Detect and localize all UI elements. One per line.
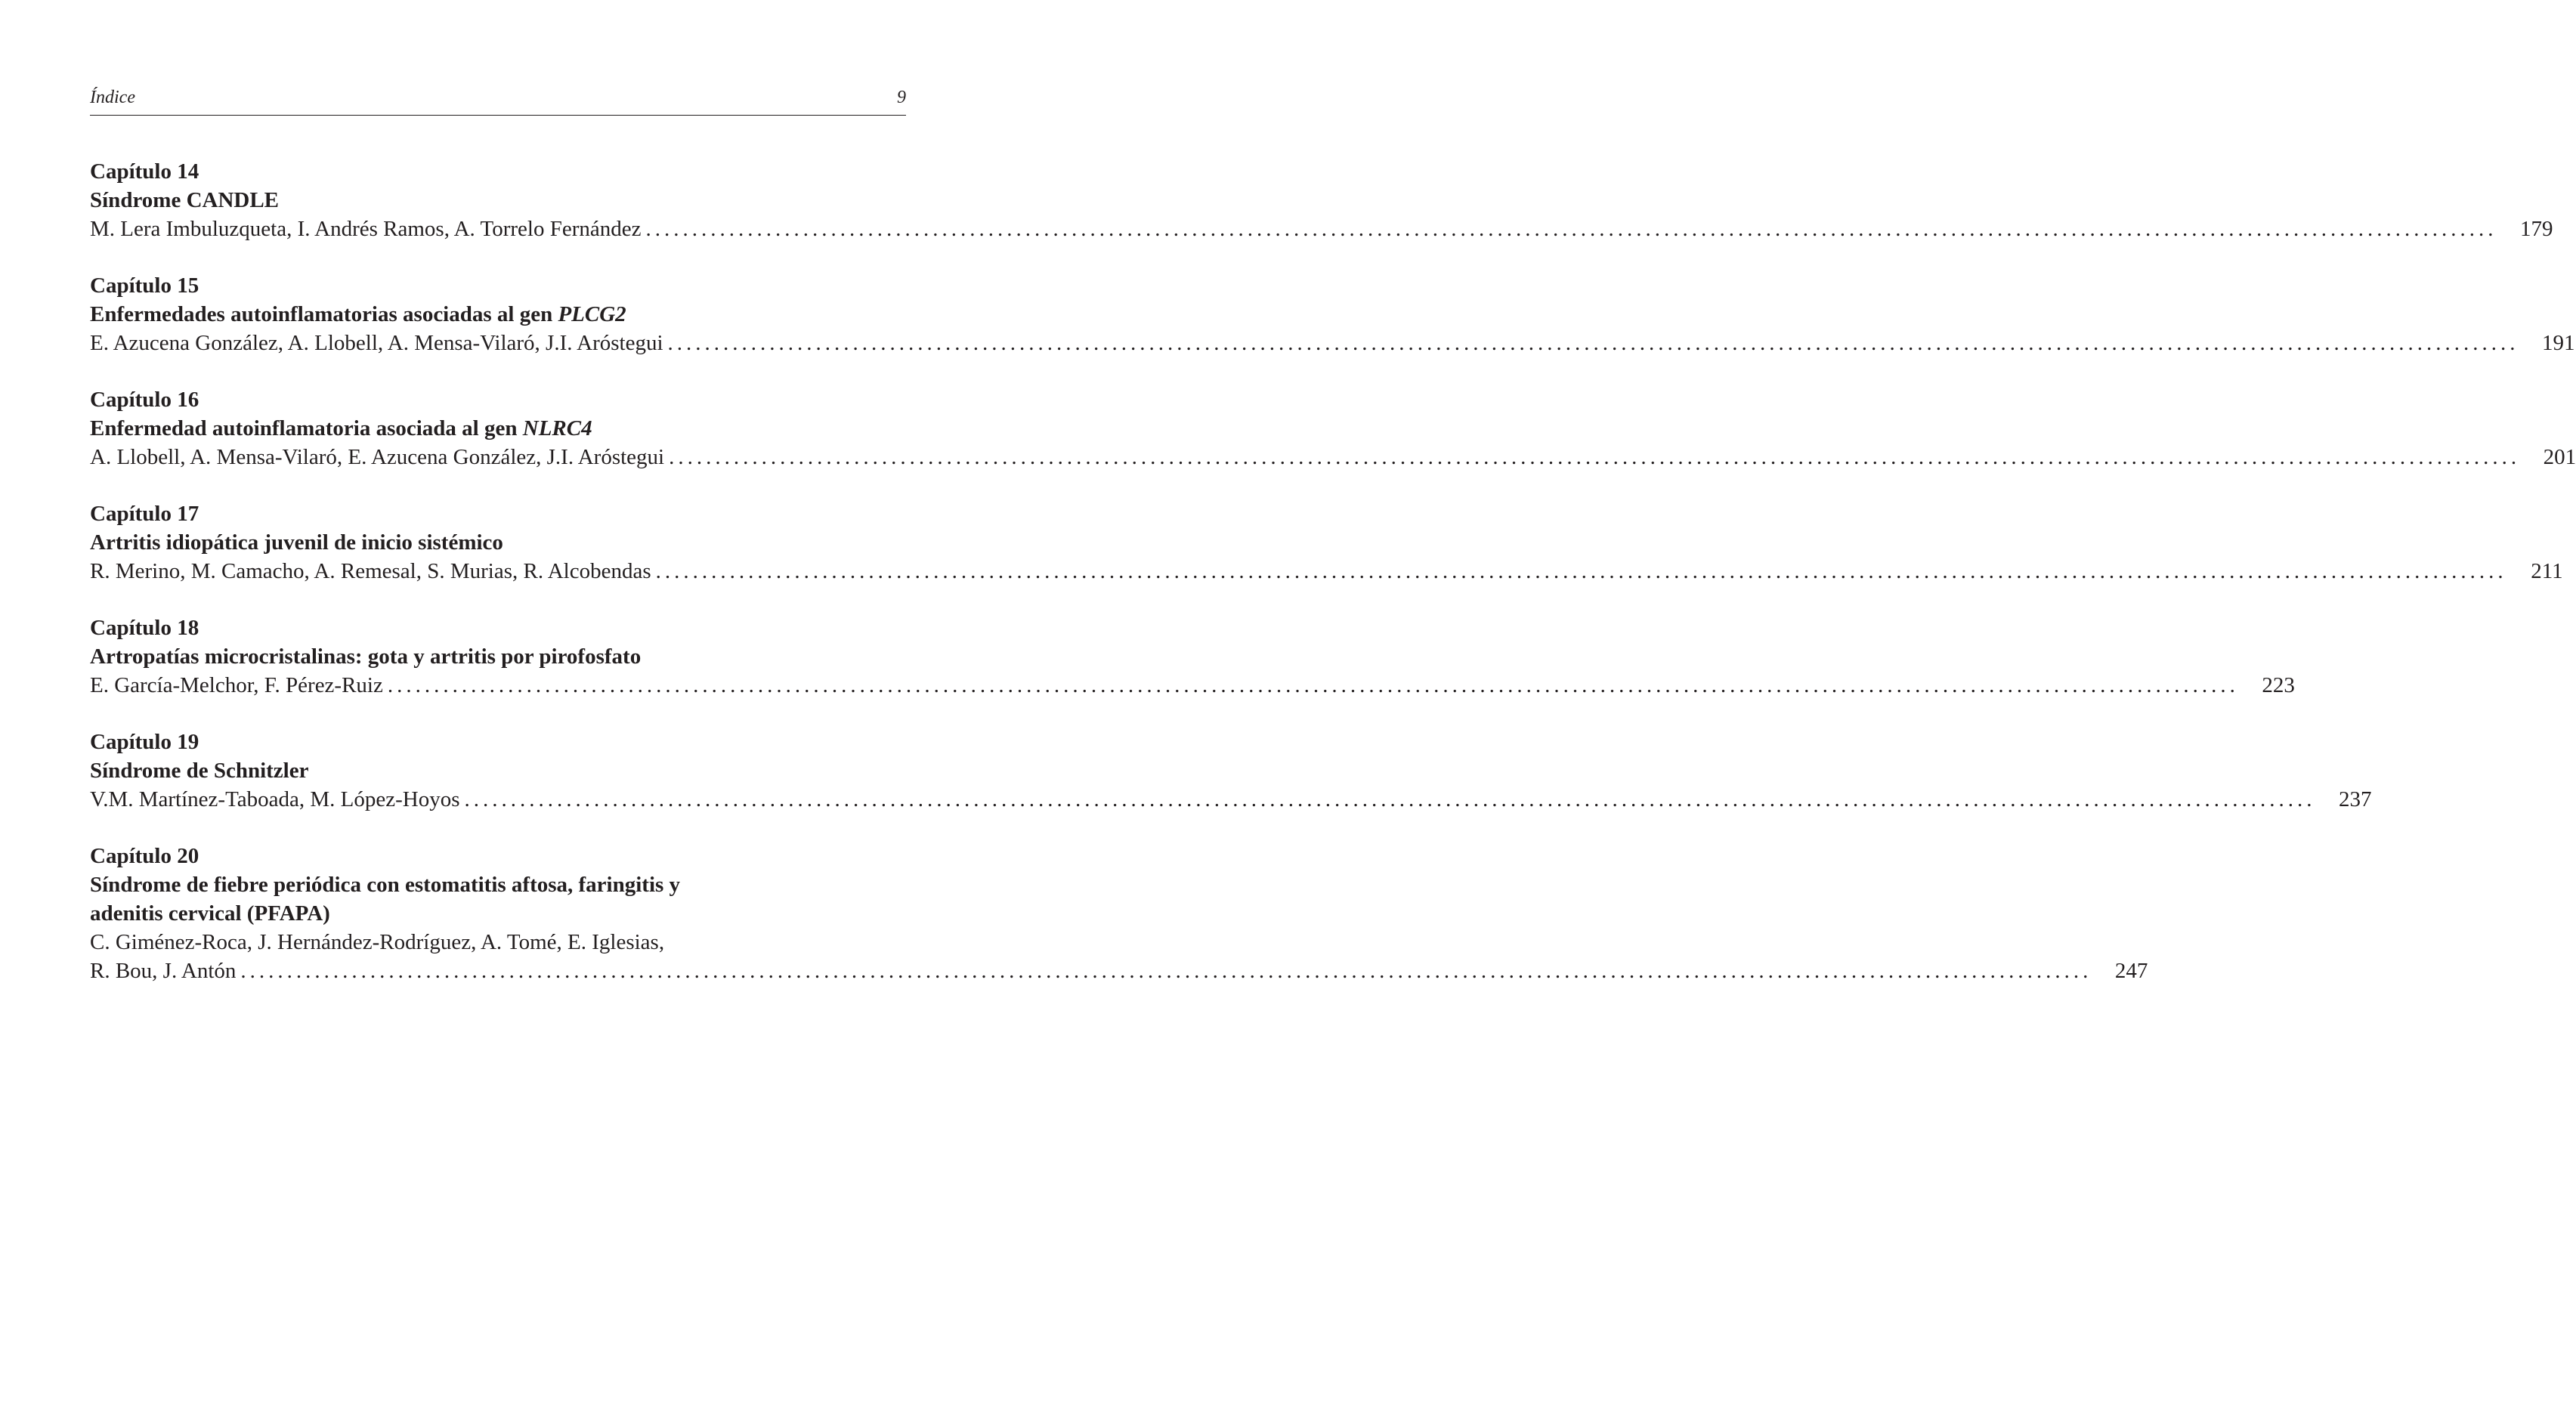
dot-leader: ........................................................................................................................................................................................................ (645, 217, 2497, 241)
chapter-title-text: Síndrome CANDLE (90, 188, 280, 212)
chapter-number: Capítulo 20 (90, 844, 199, 868)
chapter-authors: V.M. Martínez-Taboada, M. López-Hoyos (90, 787, 460, 811)
chapter-authors: R. Bou, J. Antón (90, 959, 237, 983)
toc-entry (90, 842, 2148, 985)
dot-leader: ........................................................................................................................................................................................................ (667, 331, 2519, 355)
running-head-section: Índice (90, 88, 135, 107)
chapter-title (90, 186, 906, 215)
chapter-authors: R. Merino, M. Camacho, A. Remesal, S. Murias, R. Alcobendas (90, 559, 651, 583)
chapter-page-number: 201 (2543, 445, 2576, 469)
chapter-authors: E. Azucena González, A. Llobell, A. Mensa-Vilaró, J.I. Aróstegui (90, 331, 663, 355)
chapter-title (90, 870, 725, 928)
chapter-authors-row (90, 443, 2576, 471)
chapter-number: Capítulo 19 (90, 730, 199, 754)
chapter-title (90, 300, 906, 329)
chapter-page-number: 247 (2114, 959, 2148, 983)
chapter-number: Capítulo 14 (90, 159, 199, 184)
dot-leader: ........................................................................................................................................................................................................ (464, 787, 2316, 811)
running-head (90, 85, 906, 116)
dot-leader: ........................................................................................................................................................................................................ (387, 673, 2239, 697)
chapter-authors-row (90, 557, 2563, 586)
chapter-authors-row (90, 329, 2575, 357)
chapter-title-text: Enfermedad autoinflamatoria asociada al gen (90, 416, 523, 440)
chapter-authors: E. García-Melchor, F. Pérez-Ruiz (90, 673, 383, 697)
chapter-title-text: Artritis idiopática juvenil de inicio sistémico (90, 530, 503, 555)
toc-entry (90, 614, 2295, 700)
chapter-page-number: 191 (2542, 331, 2575, 355)
chapter-title-text: Artropatías microcristalinas: gota y artritis por pirofosfato (90, 644, 642, 669)
table-of-contents (90, 157, 2576, 1013)
chapter-page-number: 223 (2262, 673, 2295, 697)
chapter-number: Capítulo 18 (90, 616, 199, 640)
chapter-title (90, 528, 906, 557)
chapter-title (90, 642, 906, 671)
chapter-title-gene: PLCG2 (558, 302, 626, 326)
chapter-authors-line: C. Giménez-Roca, J. Hernández-Rodríguez, A. Tomé, E. Iglesias, (90, 930, 665, 954)
toc-entry (90, 728, 2372, 814)
chapter-authors-row (90, 215, 2553, 243)
chapter-page-number: 237 (2339, 787, 2372, 811)
chapter-number: Capítulo 17 (90, 502, 199, 526)
chapter-number: Capítulo 15 (90, 274, 199, 298)
chapter-page-number: 211 (2531, 559, 2563, 583)
dot-leader: ........................................................................................................................................................................................................ (669, 445, 2521, 469)
chapter-authors-row (90, 671, 2295, 700)
running-head-page-number: 9 (897, 88, 906, 107)
chapter-authors-row (90, 957, 2148, 985)
chapter-authors-row (90, 785, 2372, 814)
dot-leader: ........................................................................................................................................................................................................ (655, 559, 2507, 583)
toc-entry (90, 385, 2576, 471)
chapter-number: Capítulo 16 (90, 388, 199, 412)
chapter-authors: M. Lera Imbuluzqueta, I. Andrés Ramos, A. Torrelo Fernández (90, 217, 642, 241)
toc-entry (90, 157, 2553, 243)
chapter-title-text: Enfermedades autoinflamatorias asociadas al gen (90, 302, 558, 326)
chapter-title-text: Síndrome de fiebre periódica con estomatitis aftosa, faringitis y adenitis cervical (PFAPA) (90, 873, 681, 926)
chapter-authors: A. Llobell, A. Mensa-Vilaró, E. Azucena González, J.I. Aróstegui (90, 445, 665, 469)
chapter-title (90, 756, 906, 785)
chapter-title (90, 414, 906, 443)
chapter-page-number: 179 (2520, 217, 2553, 241)
toc-entry (90, 271, 2575, 357)
toc-entry (90, 499, 2563, 586)
chapter-title-gene: NLRC4 (522, 416, 592, 440)
dot-leader: ........................................................................................................................................................................................................ (240, 959, 2092, 983)
chapter-title-text: Síndrome de Schnitzler (90, 759, 309, 783)
